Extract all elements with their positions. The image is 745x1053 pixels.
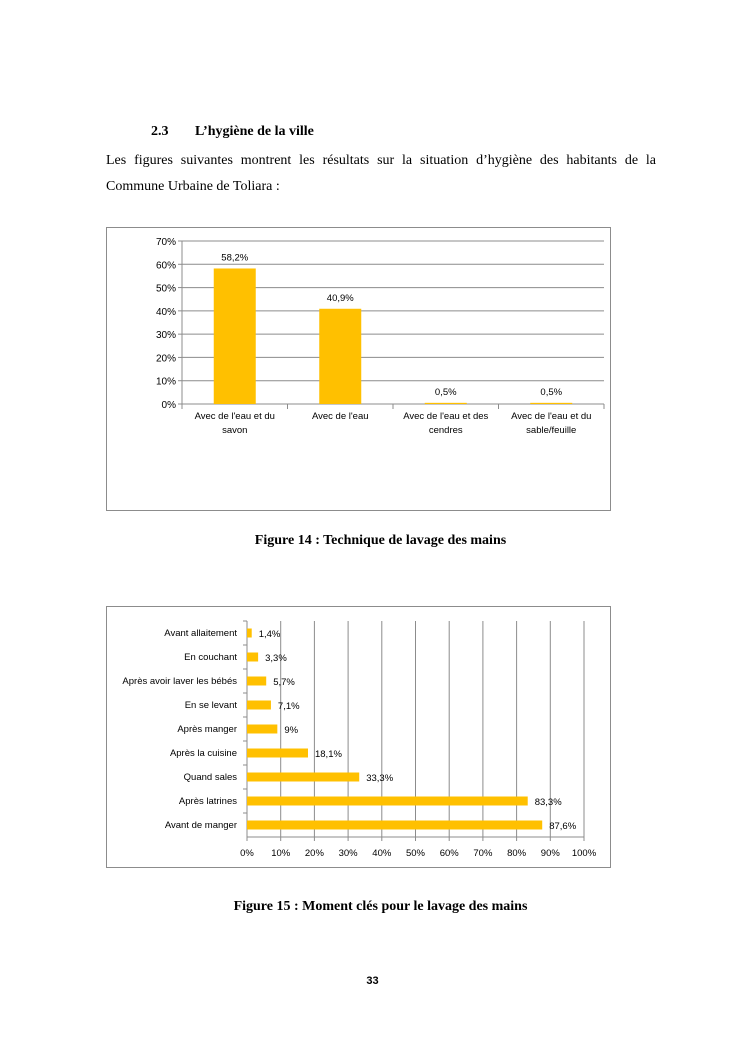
x-tick-label: savon: [222, 425, 248, 436]
data-label: 58,2%: [221, 252, 249, 264]
figure-15-chart: [106, 606, 611, 868]
y-tick-label: 10%: [155, 376, 176, 388]
figure-15-svg: [107, 607, 610, 867]
x-tick-label: Avec de l'eau: [311, 411, 369, 422]
y-tick-label: 40%: [155, 306, 176, 318]
y-tick-label: Avant de manger: [164, 820, 237, 831]
bar: [247, 773, 359, 782]
y-tick-label: Après avoir laver les bébés: [122, 676, 237, 687]
data-label: 0,5%: [540, 386, 563, 398]
bar: [425, 403, 467, 404]
bar: [247, 749, 308, 758]
x-tick-label: 30%: [338, 848, 358, 859]
bar: [247, 677, 266, 686]
x-tick-label: 40%: [372, 848, 392, 859]
data-label: 18,1%: [314, 749, 342, 760]
bar: [247, 629, 252, 638]
x-tick-label: 100%: [571, 848, 597, 859]
section-title: L’hygiène de la ville: [195, 124, 314, 139]
x-tick-label: 50%: [405, 848, 426, 859]
bar: [247, 701, 271, 710]
data-label: 1,4%: [258, 629, 281, 640]
data-label: 40,9%: [326, 292, 354, 304]
data-label: 87,6%: [549, 821, 577, 832]
x-tick-label: Avec de l'eau et des: [403, 411, 489, 422]
data-label: 7,1%: [277, 701, 300, 712]
figure-14-chart: [106, 227, 611, 511]
x-tick-label: 80%: [507, 848, 527, 859]
y-tick-label: 30%: [155, 330, 176, 342]
y-tick-label: 20%: [155, 353, 176, 365]
bar: [214, 268, 256, 404]
bar: [247, 821, 542, 830]
bar: [247, 797, 528, 806]
data-label: 83,3%: [534, 797, 562, 808]
y-tick-label: Après latrines: [178, 796, 237, 807]
y-tick-label: Après manger: [177, 724, 237, 735]
intro-paragraph: Les figures suivantes montrent les résultats sur la situation d’hygiène des habitants de la Commune Urbaine de Toliara :: [106, 153, 656, 194]
x-tick-label: 20%: [304, 848, 324, 859]
y-tick-label: En se levant: [184, 700, 237, 711]
y-tick-label: 60%: [155, 260, 176, 272]
bar: [247, 653, 258, 662]
section-number: 2.3: [151, 124, 169, 139]
x-tick-label: Avec de l'eau et du: [194, 411, 275, 422]
x-tick-label: cendres: [428, 425, 463, 436]
figure-14-caption: Figure 14 : Technique de lavage des mains: [254, 533, 507, 548]
y-tick-label: 50%: [155, 283, 176, 295]
x-tick-label: Avec de l'eau et du: [511, 411, 592, 422]
data-label: 0,5%: [434, 386, 457, 398]
y-tick-label: Avant allaitement: [164, 628, 237, 639]
x-tick-label: 70%: [473, 848, 493, 859]
data-label: 9%: [284, 725, 299, 736]
data-label: 3,3%: [265, 653, 287, 664]
y-tick-label: Après la cuisine: [169, 748, 237, 759]
y-tick-label: 70%: [155, 237, 176, 248]
x-tick-label: sable/feuille: [526, 425, 577, 436]
x-tick-label: 10%: [271, 848, 291, 859]
bar: [247, 725, 277, 734]
y-tick-label: Quand sales: [183, 772, 237, 783]
x-tick-label: 60%: [439, 848, 459, 859]
data-label: 5,7%: [273, 677, 295, 688]
figure-15-caption: Figure 15 : Moment clés pour le lavage des mains: [233, 899, 528, 914]
section-heading: [151, 124, 314, 140]
page-number: 33: [366, 975, 379, 987]
x-tick-label: 90%: [540, 848, 560, 859]
data-label: 33,3%: [366, 773, 394, 784]
y-tick-label: 0%: [161, 400, 176, 411]
bar: [319, 309, 361, 404]
figure-14-svg: [107, 228, 610, 510]
x-tick-label: 0%: [240, 848, 254, 859]
bar: [530, 403, 572, 404]
y-tick-label: En couchant: [184, 652, 237, 663]
